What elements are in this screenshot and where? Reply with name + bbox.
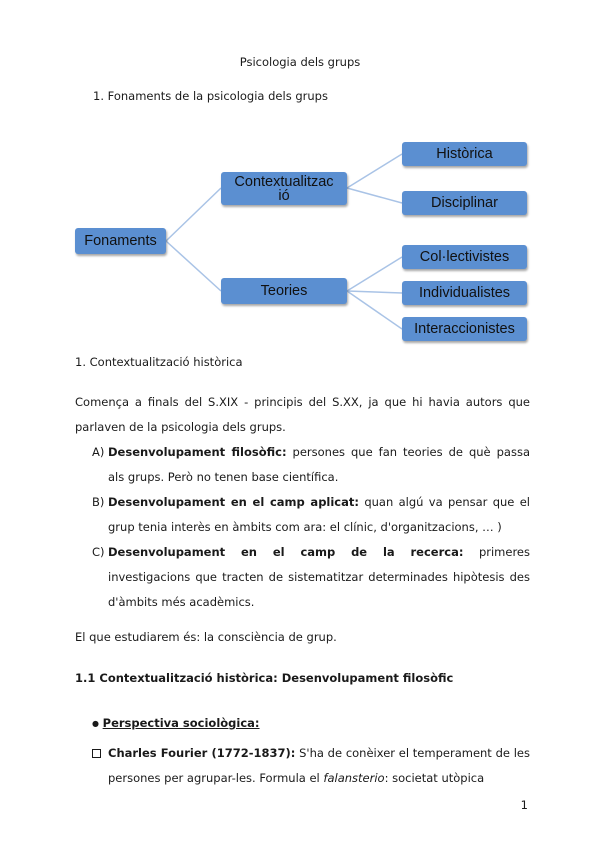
connector-branch2-child3 [347, 291, 402, 329]
fourier-name: Charles Fourier (1772-1837): [108, 746, 296, 760]
connector-branch1-child2 [347, 188, 402, 203]
leaf-label: Històrica [436, 146, 493, 162]
connector-branch2-child2 [347, 291, 402, 293]
diagram-leaf-disciplinar [402, 191, 527, 215]
closing-paragraph: El que estudiarem és: la consciència de grup. [75, 630, 337, 644]
diagram-leaf-individualistes [402, 281, 527, 305]
page-number: 1 [520, 798, 528, 812]
diagram-branch-contextualitzacio [221, 172, 347, 205]
fourier-text-end: : societat utòpica [384, 771, 485, 785]
diagram-leaf-historica [402, 142, 527, 166]
list-item-bold: Desenvolupament filosòfic: [108, 445, 287, 459]
bullet-perspectiva [92, 716, 260, 730]
branch-label-line1: Contextualitzac [234, 173, 334, 190]
list-letter: C) [92, 545, 105, 559]
bullet-marker: ● [92, 719, 99, 728]
leaf-label: Individualistes [418, 285, 511, 301]
subheading-contextualitzacio: 1. Contextualització històrica [75, 355, 243, 369]
list-item-bold: Desenvolupament en el camp de la recerca: [108, 545, 464, 559]
diagram-leaf-collectivistes [402, 245, 527, 269]
connector-root-branch1 [166, 188, 221, 241]
bullet-label: Perspectiva sociològica: [102, 716, 260, 730]
list-item-text: quan algú va pensar que el grup tenia interès en àmbits com ara: el clínic, d'organitzacions, … ) [108, 495, 530, 534]
heading-1-1: 1.1 Contextualització històrica: Desenvolupament filosòfic [75, 671, 454, 685]
concept-diagram [0, 130, 600, 350]
connector-root-branch2 [166, 241, 221, 291]
leaf-label: Disciplinar [431, 195, 498, 211]
fourier-italic: falansterio [323, 771, 385, 785]
list-item-c [92, 540, 530, 615]
list-item-text: primeres investigacions que tracten de sistematitzar determinades hipòtesis des d'àmbits més acadèmics. [108, 545, 530, 609]
intro-paragraph: Comença a finals del S.XIX - principis del S.XX, ja que hi havia autors que parlaven de la psicologia dels grups. [75, 395, 530, 434]
diagram-root-label: Fonaments [84, 233, 157, 249]
fourier-item [92, 741, 530, 791]
list-item-bold: Desenvolupament en el camp aplicat: [108, 495, 359, 509]
list-letter: B) [92, 495, 105, 509]
diagram-leaf-interaccionistes [402, 317, 527, 341]
branch-label: Teories [260, 283, 308, 299]
section-heading: 1. Fonaments de la psicologia dels grups [93, 89, 328, 103]
leaf-label: Interaccionistes [414, 321, 515, 337]
list-letter: A) [92, 445, 105, 459]
diagram-branch-teories [221, 278, 347, 304]
checkbox-square-icon [92, 749, 101, 758]
list-item-a [92, 440, 530, 490]
document-title: Psicologia dels grups [239, 55, 361, 69]
list-item-text: persones que fan teories de què passa als grups. Però no tenen base científica. [108, 445, 530, 484]
diagram-root-box [75, 228, 166, 254]
connector-branch2-child1 [347, 257, 402, 291]
list-item-b [92, 490, 530, 540]
branch-label-line2: ió [278, 187, 290, 204]
leaf-label: Col·lectivistes [419, 249, 510, 265]
connector-branch1-child1 [347, 154, 402, 188]
fourier-text: S'ha de conèixer el temperament de les persones per agrupar-les. Formula el [108, 746, 530, 785]
